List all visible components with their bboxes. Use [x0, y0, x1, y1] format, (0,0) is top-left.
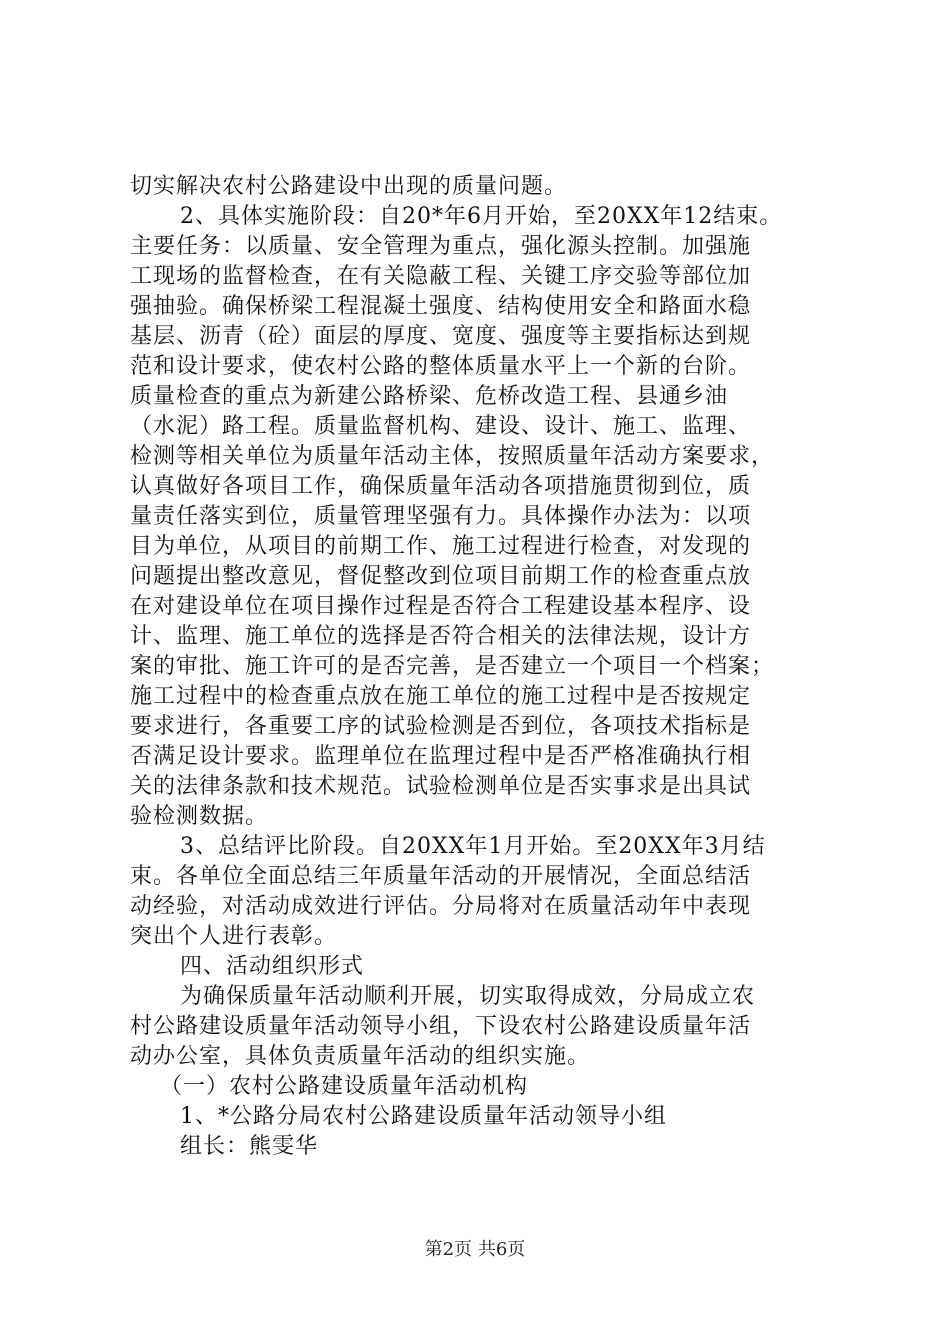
body-line: 施工过程中的检查重点放在施工单位的施工过程中是否按规定 [130, 684, 752, 709]
body-line: 质量检查的重点为新建公路桥梁、危桥改造工程、县通乡油 [130, 384, 729, 409]
body-line: 要求进行，各重要工序的试验检测是否到位，各项技术指标是 [130, 714, 752, 739]
body-line: 否满足设计要求。监理单位在监理过程中是否严格准确执行相 [130, 744, 752, 769]
body-line: 动经验，对活动成效进行评估。分局将对在质量活动年中表现 [130, 894, 752, 919]
body-line: 范和设计要求，使农村公路的整体质量水平上一个新的台阶。 [130, 354, 752, 379]
body-line: 工现场的监督检查，在有关隐蔽工程、关键工序交验等部位加 [130, 264, 752, 289]
body-line: 村公路建设质量年活动领导小组，下设农村公路建设质量年活 [130, 1014, 752, 1039]
body-line: 动办公室，具体负责质量年活动的组织实施。 [130, 1044, 591, 1069]
body-line: 认真做好各项目工作，确保质量年活动各项措施贯彻到位，质 [130, 474, 752, 499]
body-line: 基层、沥青（砼）面层的厚度、宽度、强度等主要指标达到规 [130, 324, 752, 349]
body-line: 突出个人进行表彰。 [130, 924, 338, 949]
body-line: （水泥）路工程。质量监督机构、建设、设计、施工、监理、 [130, 414, 752, 439]
body-line: 束。各单位全面总结三年质量年活动的开展情况，全面总结活 [130, 864, 752, 889]
body-line: 检测等相关单位为质量年活动主体，按照质量年活动方案要求， [130, 444, 775, 469]
body-line: 1、*公路分局农村公路建设质量年活动领导小组 [180, 1104, 667, 1129]
body-line: 在对建设单位在项目操作过程是否符合工程建设基本程序、设 [130, 594, 752, 619]
body-line: 计、监理、施工单位的选择是否符合相关的法律法规，设计方 [130, 624, 752, 649]
body-line: 问题提出整改意见，督促整改到位项目前期工作的检查重点放 [130, 564, 752, 589]
body-line: 为确保质量年活动顺利开展，切实取得成效，分局成立农 [180, 984, 756, 1009]
body-line: 关的法律条款和技术规范。试验检测单位是否实事求是出具试 [130, 774, 752, 799]
body-line: 强抽验。确保桥梁工程混凝土强度、结构使用安全和路面水稳 [130, 294, 752, 319]
subsection-heading: （一）农村公路建设质量年活动机构 [160, 1074, 529, 1099]
body-line: 验检测数据。 [130, 804, 269, 829]
body-line: 目为单位，从项目的前期工作、施工过程进行检查，对发现的 [130, 534, 752, 559]
body-line: 3、总结评比阶段。自20XX年1月开始。至20XX年3月结 [180, 834, 766, 859]
body-line: 案的审批、施工许可的是否完善，是否建立一个项目一个档案； [130, 654, 775, 679]
body-line: 2、具体实施阶段：自20*年6月开始，至20XX年12结束。 [180, 204, 783, 229]
section-heading: 四、活动组织形式 [180, 954, 365, 979]
body-line: 切实解决农村公路建设中出现的质量问题。 [130, 174, 568, 199]
body-line: 组长：熊雯华 [180, 1134, 319, 1159]
body-line: 量责任落实到位，质量管理坚强有力。具体操作办法为：以项 [130, 504, 752, 529]
body-line: 主要任务：以质量、安全管理为重点，强化源头控制。加强施 [130, 234, 752, 259]
page-number-footer: 第2页 共6页 [424, 1239, 526, 1260]
